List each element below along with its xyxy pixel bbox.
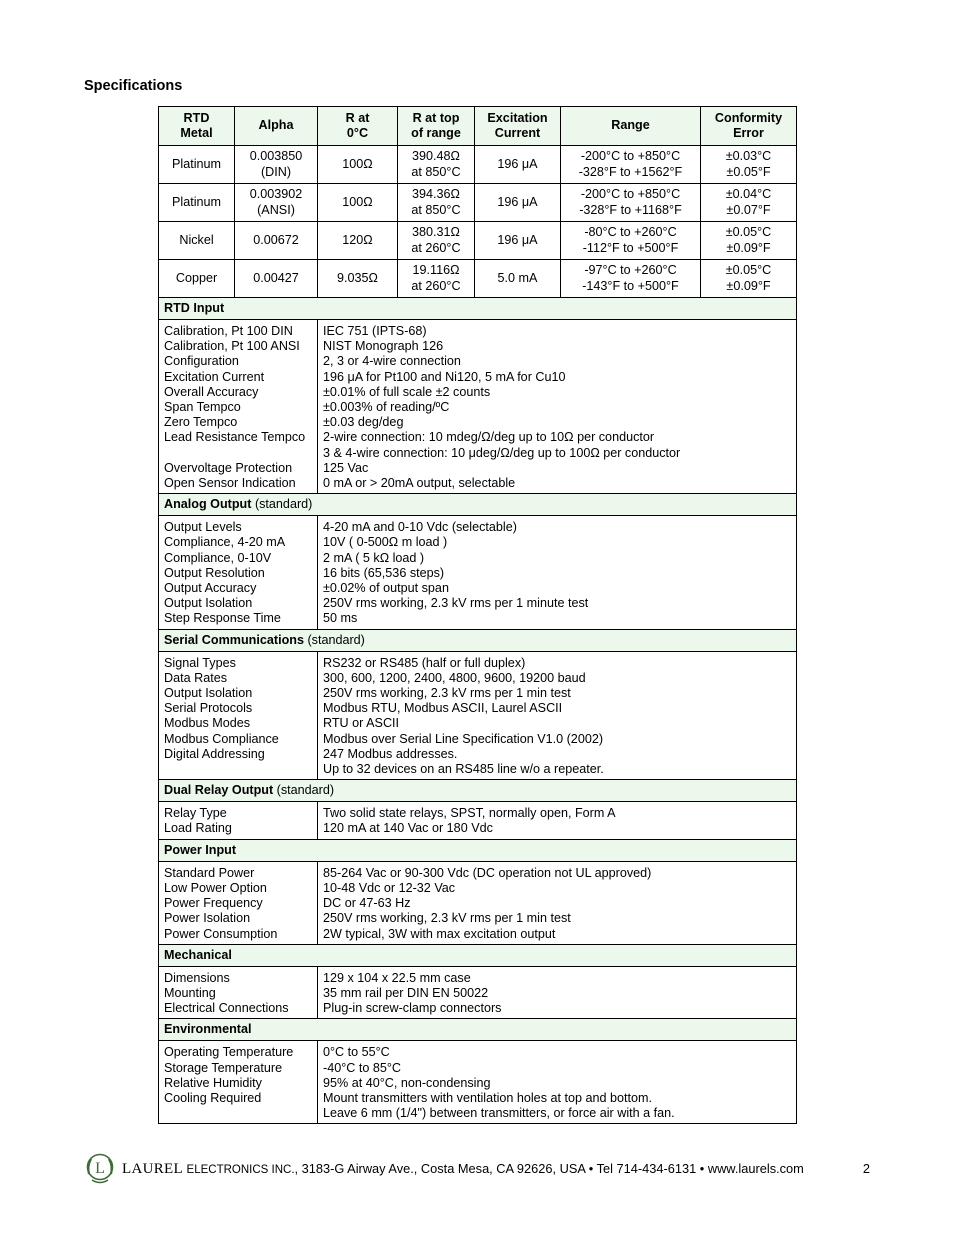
section-title: Power Input — [164, 842, 237, 857]
rtd-table-cell — [561, 260, 701, 298]
spec-label: Cooling Required — [164, 1090, 262, 1105]
spec-label: Data Rates — [164, 670, 227, 685]
section-title: Environmental — [164, 1022, 252, 1037]
spec-value: 3 & 4-wire connection: 10 μdeg/Ω/deg up to 100Ω per conductor — [323, 445, 681, 460]
cell-text: -80°C to +260°C — [584, 225, 677, 240]
specifications-table — [158, 106, 797, 1124]
cell-text: at 260°C — [411, 278, 461, 293]
section-header — [159, 1019, 797, 1041]
footer-company-line — [122, 1161, 804, 1178]
cell-text: ±0.05°F — [726, 164, 771, 179]
rtd-table-cell — [235, 260, 318, 298]
spec-label: Output Resolution — [164, 565, 265, 580]
spec-label: Open Sensor Indication — [164, 476, 296, 491]
spec-values-cell — [318, 651, 797, 780]
cell-text: Error — [733, 126, 764, 140]
cell-text: ±0.05°C — [725, 263, 772, 278]
spec-label: Storage Temperature — [164, 1060, 283, 1075]
spec-value: RTU or ASCII — [323, 716, 400, 731]
footer-web-link[interactable]: www.laurels.com — [707, 1161, 804, 1176]
spec-value: Up to 32 devices on an RS485 line w/o a repeater. — [323, 762, 604, 777]
spec-value: 250V rms working, 2.3 kV rms per 1 minute test — [323, 596, 589, 611]
spec-label: Standard Power — [164, 865, 255, 880]
rtd-table-cell — [475, 146, 561, 184]
cell-text: Excitation — [487, 110, 548, 125]
section-header — [159, 944, 797, 966]
spec-value: 300, 600, 1200, 2400, 4800, 9600, 19200 baud — [323, 670, 586, 685]
spec-label: Output Accuracy — [164, 581, 257, 596]
spec-label — [164, 762, 312, 777]
rtd-column-header — [398, 107, 475, 146]
cell-text: Copper — [175, 270, 218, 285]
section-body-row — [159, 861, 797, 944]
rtd-table-row — [159, 146, 797, 184]
spec-label: Power Isolation — [164, 911, 251, 926]
cell-text: 0.00672 — [253, 232, 299, 247]
cell-text: (DIN) — [260, 164, 292, 179]
rtd-table-cell — [398, 260, 475, 298]
cell-text: Alpha — [258, 118, 294, 133]
section-header-row — [159, 944, 797, 966]
spec-label: Excitation Current — [164, 369, 265, 384]
spec-label: Mounting — [164, 985, 216, 1000]
rtd-column-header — [235, 107, 318, 146]
spec-value: 16 bits (65,536 steps) — [323, 565, 445, 580]
cell-text: 0°C — [346, 126, 369, 140]
rtd-column-header — [318, 107, 398, 146]
spec-value: ±0.03 deg/deg — [323, 415, 404, 430]
rtd-table-cell — [561, 184, 701, 222]
cell-text: Conformity — [714, 110, 783, 125]
spec-label: Power Frequency — [164, 896, 263, 911]
rtd-table-cell — [159, 222, 235, 260]
cell-text: -328°F to +1168°F — [579, 202, 682, 217]
spec-label: Configuration — [164, 354, 239, 369]
spec-label: Modbus Modes — [164, 716, 251, 731]
spec-label: Calibration, Pt 100 DIN — [164, 324, 293, 338]
laurel-logo-icon — [84, 1152, 116, 1186]
spec-label — [164, 446, 312, 461]
rtd-table-cell — [398, 184, 475, 222]
spec-values-cell — [318, 320, 797, 494]
cell-text: 19.116Ω — [412, 263, 460, 278]
section-title: Serial Communications — [164, 632, 304, 647]
spec-value: 85-264 Vac or 90-300 Vdc (DC operation not UL approved) — [323, 865, 652, 880]
spec-value: DC or 47-63 Hz — [323, 896, 411, 911]
spec-label: Power Consumption — [164, 926, 278, 941]
rtd-table-cell — [701, 184, 797, 222]
spec-table-body — [159, 146, 797, 1124]
footer-address: , 3183-G Airway Ave., Costa Mesa, CA 92626, USA — [294, 1161, 586, 1176]
section-title: Mechanical — [164, 947, 232, 962]
spec-values-cell — [318, 1041, 797, 1124]
cell-text: 196 μA — [497, 194, 538, 209]
section-note: (standard) — [276, 783, 335, 798]
cell-text: R at — [345, 110, 370, 125]
spec-value: 2, 3 or 4-wire connection — [323, 354, 461, 369]
cell-text: Range — [611, 118, 650, 133]
rtd-table-cell — [475, 184, 561, 222]
cell-text: -328°F to +1562°F — [578, 164, 683, 179]
spec-label: Output Levels — [164, 520, 242, 535]
logo-letter: L — [95, 1160, 105, 1177]
cell-text: 100Ω — [342, 156, 373, 171]
spec-value: 0°C to 55°C — [323, 1045, 390, 1060]
footer-company: ELECTRONICS INC. — [186, 1164, 295, 1176]
section-body-row — [159, 516, 797, 629]
spec-value: 196 μA for Pt100 and Ni120, 5 mA for Cu10 — [323, 369, 566, 384]
cell-text: ±0.04°C — [725, 187, 772, 202]
section-header — [159, 298, 797, 320]
spec-value: 2W typical, 3W with max excitation output — [323, 926, 556, 941]
cell-text: 100Ω — [342, 194, 373, 209]
spec-value: ±0.02% of output span — [323, 581, 449, 596]
spec-label: Overall Accuracy — [164, 384, 259, 399]
cell-text: -112°F to +500°F — [582, 240, 679, 255]
spec-value: NIST Monograph 126 — [323, 339, 444, 354]
rtd-table-cell — [475, 260, 561, 298]
section-title: RTD Input — [164, 300, 225, 315]
rtd-table-cell — [318, 260, 398, 298]
page-number: 2 — [862, 1161, 870, 1176]
rtd-table-cell — [318, 146, 398, 184]
spec-label: Digital Addressing — [164, 746, 265, 761]
spec-labels-cell — [159, 651, 318, 780]
spec-label: Output Isolation — [164, 686, 253, 701]
spec-value: 10-48 Vdc or 12-32 Vac — [323, 880, 456, 895]
spec-values-cell — [318, 966, 797, 1019]
spec-labels-cell — [159, 966, 318, 1019]
spec-label: Zero Tempco — [164, 415, 238, 430]
spec-label: Lead Resistance Tempco — [164, 430, 306, 445]
spec-label: Load Rating — [164, 821, 232, 836]
spec-label: Span Tempco — [164, 400, 241, 415]
section-note: (standard) — [254, 497, 313, 512]
spec-value: Two solid state relays, SPST, normally open, Form A — [323, 806, 616, 821]
spec-values-cell — [318, 861, 797, 944]
spec-value: 125 Vac — [323, 460, 369, 475]
cell-text: -200°C to +850°C — [580, 149, 681, 164]
spec-value: ±0.003% of reading/ºC — [323, 400, 450, 415]
rtd-table-cell — [235, 184, 318, 222]
footer-bullet: • — [699, 1161, 705, 1176]
spec-labels-cell — [159, 1041, 318, 1124]
spec-values-cell — [318, 516, 797, 629]
cell-text: (ANSI) — [257, 202, 295, 217]
spec-label: Electrical Connections — [164, 1001, 289, 1016]
cell-text: 0.00427 — [253, 270, 299, 285]
cell-text: 120Ω — [342, 232, 373, 247]
page-footer — [84, 1152, 870, 1188]
spec-labels-cell — [159, 861, 318, 944]
cell-text: Platinum — [172, 156, 221, 171]
cell-text: 196 μA — [497, 156, 538, 171]
rtd-table-cell — [561, 146, 701, 184]
cell-text: at 260°C — [411, 240, 461, 255]
spec-value: 50 ms — [323, 611, 358, 626]
spec-labels-cell — [159, 516, 318, 629]
rtd-table-cell — [701, 260, 797, 298]
rtd-table-cell — [561, 222, 701, 260]
cell-text: at 850°C — [411, 202, 461, 217]
spec-label: Operating Temperature — [164, 1045, 294, 1060]
spec-value: Plug-in screw-clamp connectors — [323, 1001, 502, 1016]
section-header — [159, 629, 797, 651]
rtd-table-row — [159, 184, 797, 222]
cell-text: Platinum — [172, 194, 221, 209]
rtd-table-cell — [701, 222, 797, 260]
spec-label: Compliance, 4-20 mA — [164, 535, 286, 550]
cell-text: Nickel — [179, 232, 214, 247]
cell-text: -97°C to +260°C — [584, 263, 677, 278]
rtd-table-cell — [159, 260, 235, 298]
cell-text: of range — [411, 126, 461, 140]
section-header-row — [159, 839, 797, 861]
spec-label: Signal Types — [164, 655, 236, 670]
spec-value: 0 mA or > 20mA output, selectable — [323, 476, 516, 491]
spec-value: 10V ( 0-500Ω m load ) — [323, 535, 448, 550]
rtd-table-cell — [398, 222, 475, 260]
cell-text: 394.36Ω — [412, 187, 460, 202]
footer-tel: Tel 714-434-6131 — [596, 1161, 697, 1176]
spec-label: Relative Humidity — [164, 1075, 262, 1090]
section-body-row — [159, 802, 797, 839]
rtd-table-cell — [159, 146, 235, 184]
rtd-table-cell — [318, 184, 398, 222]
spec-value: 95% at 40°C, non-condensing — [323, 1075, 491, 1090]
rtd-table-cell — [475, 222, 561, 260]
rtd-table-cell — [235, 222, 318, 260]
spec-labels-cell — [159, 320, 318, 494]
section-title: Analog Output — [164, 497, 252, 512]
section-header — [159, 494, 797, 516]
spec-label: Step Response Time — [164, 611, 281, 626]
spec-value: 35 mm rail per DIN EN 50022 — [323, 985, 489, 1000]
section-header-row — [159, 780, 797, 802]
spec-label: Serial Protocols — [164, 701, 253, 716]
footer-brand: LAUREL — [122, 1161, 183, 1177]
rtd-table-row — [159, 260, 797, 298]
cell-text: 0.003850 — [249, 149, 303, 164]
section-body-row — [159, 320, 797, 494]
section-note: (standard) — [307, 632, 365, 647]
rtd-table-cell — [318, 222, 398, 260]
section-body-row — [159, 651, 797, 780]
cell-text: Current — [494, 126, 541, 140]
spec-label: Compliance, 0-10V — [164, 550, 272, 565]
cell-text: ±0.09°F — [726, 240, 771, 255]
rtd-table-cell — [398, 146, 475, 184]
section-body-row — [159, 1041, 797, 1124]
cell-text: ±0.05°C — [725, 225, 772, 240]
cell-text: at 850°C — [411, 164, 461, 179]
cell-text: RTD — [183, 110, 210, 125]
rtd-table-cell — [701, 146, 797, 184]
section-body-row — [159, 966, 797, 1019]
spec-value: 129 x 104 x 22.5 mm case — [323, 970, 471, 985]
rtd-column-header — [159, 107, 235, 146]
spec-value: ±0.01% of full scale ±2 counts — [323, 384, 491, 399]
spec-value: IEC 751 (IPTS-68) — [323, 324, 427, 338]
spec-value: Mount transmitters with ventilation holes at top and bottom. — [323, 1090, 653, 1105]
cell-text: 390.48Ω — [412, 149, 460, 164]
rtd-table-header-row — [159, 107, 797, 146]
spec-label: Low Power Option — [164, 880, 267, 895]
rtd-table-row — [159, 222, 797, 260]
spec-value: 250V rms working, 2.3 kV rms per 1 min test — [323, 686, 571, 701]
cell-text: 196 μA — [497, 232, 538, 247]
cell-text: ±0.03°C — [725, 149, 772, 164]
spec-value: Modbus over Serial Line Specification V1.0 (2002) — [323, 731, 604, 746]
cell-text: 5.0 mA — [497, 270, 538, 285]
spec-label: Output Isolation — [164, 596, 253, 611]
section-header — [159, 780, 797, 802]
cell-text: 380.31Ω — [412, 225, 460, 240]
cell-text: -200°C to +850°C — [580, 187, 681, 202]
spec-values-cell — [318, 802, 797, 839]
spec-value: 2 mA ( 5 kΩ load ) — [323, 550, 425, 565]
spec-value: 120 mA at 140 Vac or 180 Vdc — [323, 821, 493, 836]
spec-value: 250V rms working, 2.3 kV rms per 1 min test — [323, 911, 571, 926]
spec-label: Calibration, Pt 100 ANSI — [164, 339, 300, 354]
cell-text: 9.035Ω — [337, 270, 378, 285]
spec-value: RS232 or RS485 (half or full duplex) — [323, 655, 526, 670]
cell-text: 0.003902 — [249, 187, 303, 202]
cell-text: ±0.09°F — [726, 278, 771, 293]
spec-value: 2-wire connection: 10 mdeg/Ω/deg up to 10Ω per conductor — [323, 430, 655, 445]
spec-label: Modbus Compliance — [164, 731, 279, 746]
spec-value: Leave 6 mm (1/4") between transmitters, or force air with a fan. — [323, 1106, 675, 1121]
cell-text: Metal — [180, 126, 213, 140]
rtd-table-cell — [235, 146, 318, 184]
section-header — [159, 839, 797, 861]
rtd-column-header — [701, 107, 797, 146]
section-header-row — [159, 1019, 797, 1041]
rtd-column-header — [475, 107, 561, 146]
spec-value: 4-20 mA and 0-10 Vdc (selectable) — [323, 520, 517, 535]
cell-text: ±0.07°F — [726, 202, 771, 217]
spec-labels-cell — [159, 802, 318, 839]
spec-value: Modbus RTU, Modbus ASCII, Laurel ASCII — [323, 701, 563, 716]
spec-value: -40°C to 85°C — [323, 1060, 401, 1075]
spec-label: Dimensions — [164, 970, 230, 985]
rtd-column-header — [561, 107, 701, 146]
spec-label: Overvoltage Protection — [164, 460, 293, 475]
section-header-row — [159, 298, 797, 320]
spec-label — [164, 1106, 312, 1121]
footer-bullet: • — [588, 1161, 594, 1176]
section-title: Dual Relay Output — [164, 783, 274, 798]
spec-value: 247 Modbus addresses. — [323, 746, 458, 761]
section-header-row — [159, 494, 797, 516]
rtd-table-cell — [159, 184, 235, 222]
cell-text: R at top — [412, 110, 460, 125]
page-heading: Specifications — [84, 78, 183, 94]
cell-text: -143°F to +500°F — [582, 278, 679, 293]
section-header-row — [159, 629, 797, 651]
spec-label: Relay Type — [164, 806, 227, 821]
